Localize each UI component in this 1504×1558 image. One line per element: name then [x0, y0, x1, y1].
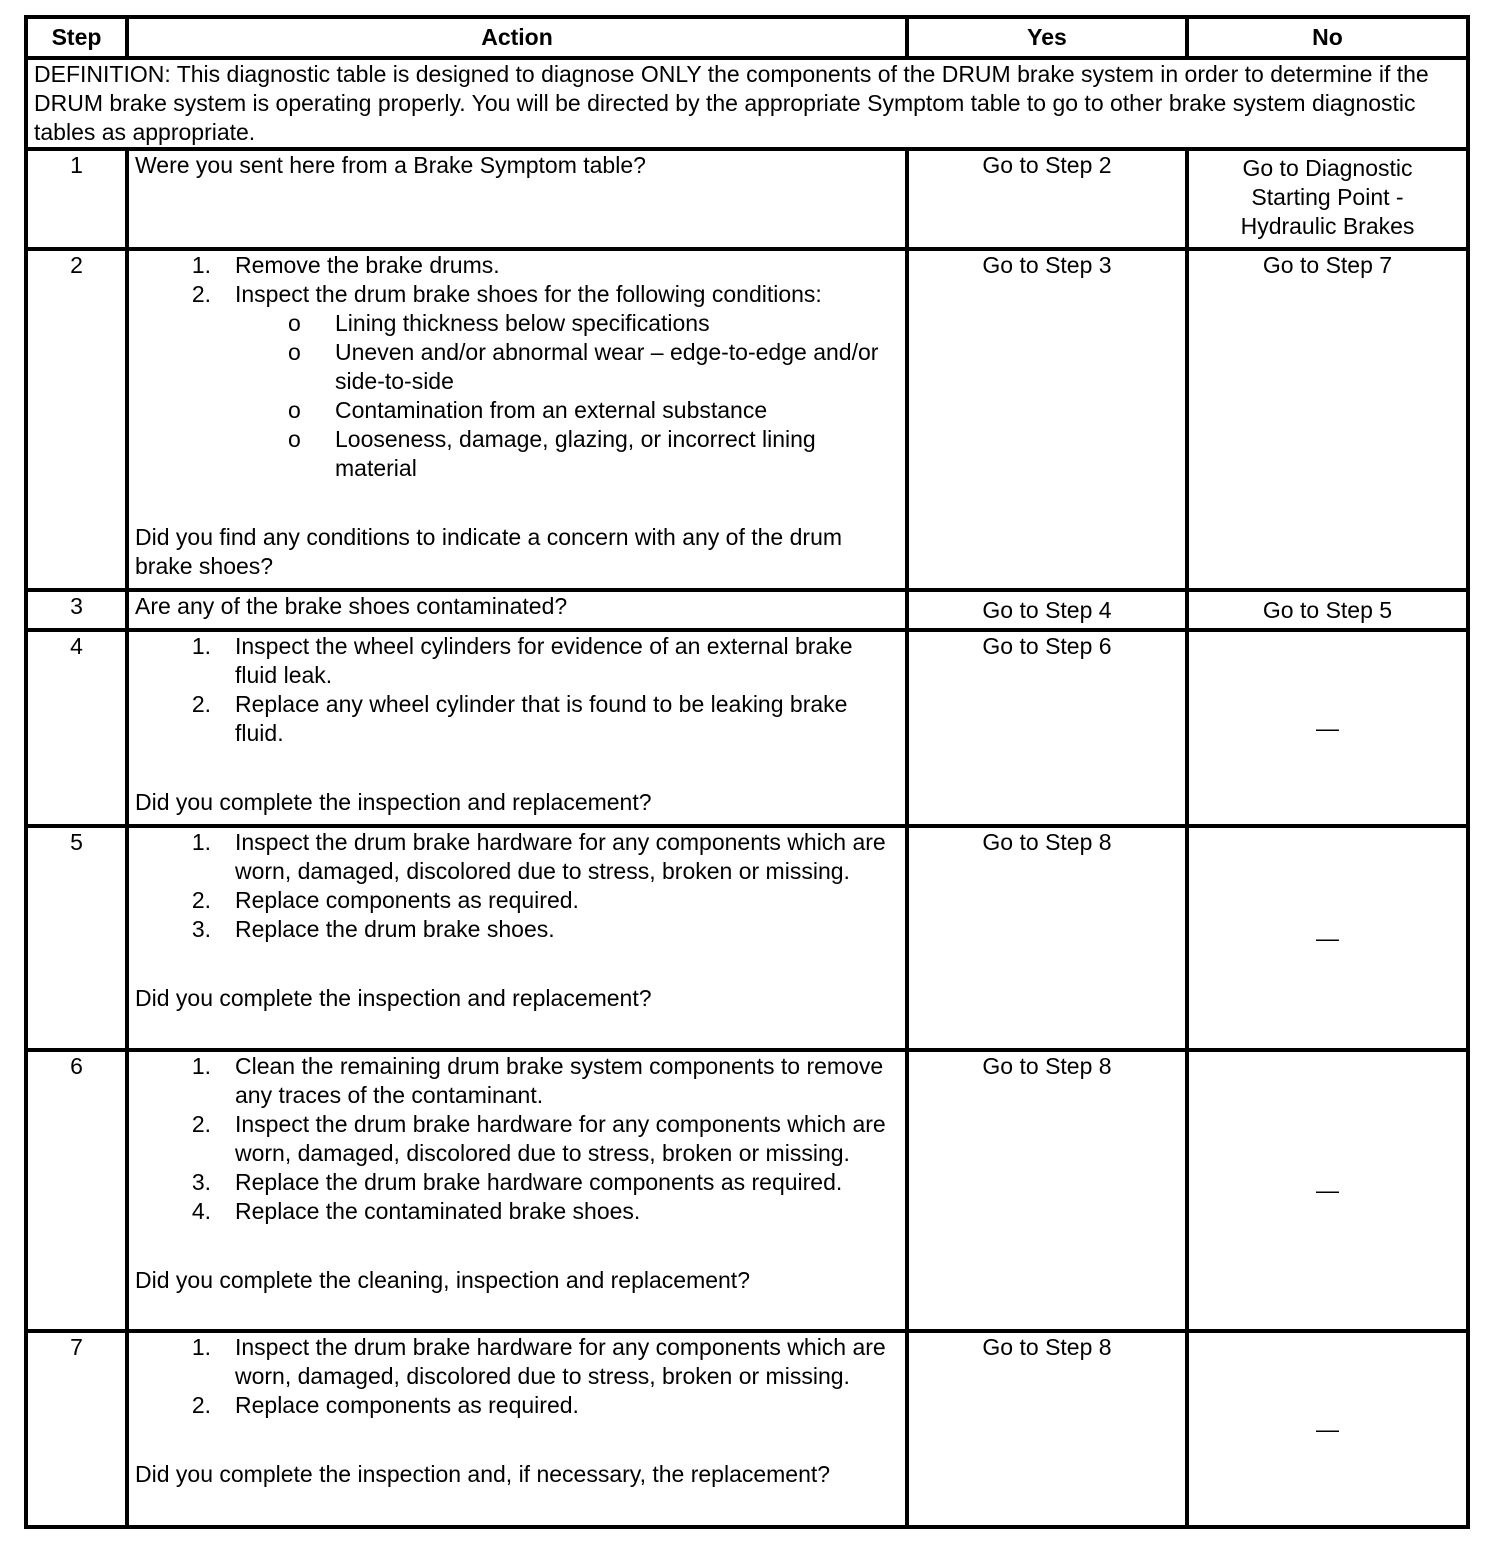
- question-text: Did you complete the inspection and replacement?: [135, 789, 652, 815]
- step-number: 2: [26, 249, 127, 590]
- item-text: Replace the contaminated brake shoes.: [235, 1198, 641, 1224]
- step-number: 7: [26, 1331, 127, 1527]
- table-row: [26, 1050, 1468, 1331]
- yes-cell: Go to Step 4: [907, 590, 1187, 630]
- no-cell: [1187, 149, 1468, 249]
- item-text: Replace components as required.: [235, 887, 579, 913]
- question-text: Were you sent here from a Brake Symptom table?: [135, 152, 646, 178]
- list-item: [135, 828, 899, 886]
- table-row: [26, 1331, 1468, 1527]
- item-text: Remove the brake drums.: [235, 252, 500, 278]
- question-text: Did you complete the cleaning, inspection and replacement?: [135, 1267, 750, 1293]
- item-number: 3.: [191, 916, 211, 942]
- item-text: Clean the remaining drum brake system components to remove any traces of the contaminant.: [235, 1053, 884, 1108]
- table-row: [26, 590, 1468, 630]
- condition-item: [235, 425, 899, 483]
- table-row: [26, 630, 1468, 826]
- action-cell: [127, 590, 907, 630]
- yes-cell: Go to Step 6: [907, 630, 1187, 826]
- list-item: [135, 1197, 899, 1226]
- item-number: 1.: [191, 1053, 211, 1079]
- action-cell: [127, 826, 907, 1050]
- header-no: No: [1187, 17, 1468, 58]
- no-cell: —: [1187, 1331, 1468, 1527]
- condition-item: [235, 309, 899, 338]
- condition-text: Looseness, damage, glazing, or incorrect lining material: [335, 426, 816, 481]
- item-text: Inspect the drum brake hardware for any components which are worn, damaged, discolored due to stress, broken or missing.: [235, 829, 886, 884]
- list-item: [135, 280, 899, 483]
- action-list: [135, 1333, 899, 1420]
- bullet-icon: o: [288, 310, 301, 336]
- item-text: Inspect the drum brake hardware for any components which are worn, damaged, discolored due to stress, broken or missing.: [235, 1111, 886, 1166]
- action-list: [135, 251, 899, 483]
- header-action: Action: [127, 17, 907, 58]
- list-item: [135, 690, 899, 748]
- no-line: Hydraulic Brakes: [1240, 213, 1415, 239]
- item-text: Inspect the drum brake shoes for the following conditions:: [235, 281, 822, 307]
- list-item: [135, 632, 899, 690]
- item-text: Replace any wheel cylinder that is found to be leaking brake fluid.: [235, 691, 848, 746]
- table-row: [26, 149, 1468, 249]
- item-number: 3.: [191, 1169, 211, 1195]
- definition-text: DEFINITION: This diagnostic table is designed to diagnose ONLY the components of the DRUM brake system in order to determine if the DRUM brake system is operating properly. You will be directed by the appropriate Symptom table to go to other brake system diagnostic tables as appropriate.: [26, 58, 1468, 149]
- yes-cell: Go to Step 2: [907, 149, 1187, 249]
- header-step: Step: [26, 17, 127, 58]
- yes-cell: Go to Step 8: [907, 826, 1187, 1050]
- action-cell: [127, 249, 907, 590]
- yes-cell: Go to Step 8: [907, 1331, 1187, 1527]
- condition-text: Lining thickness below specifications: [335, 310, 710, 336]
- item-number: 1.: [191, 1334, 211, 1360]
- table-row: [26, 249, 1468, 590]
- question-text: Did you find any conditions to indicate a concern with any of the drum brake shoes?: [135, 524, 843, 579]
- item-text: Replace the drum brake shoes.: [235, 916, 555, 942]
- list-item: [135, 886, 899, 915]
- action-cell: [127, 1331, 907, 1527]
- item-number: 2.: [191, 887, 211, 913]
- list-item: [135, 251, 899, 280]
- step-number: 4: [26, 630, 127, 826]
- action-list: [135, 828, 899, 944]
- list-item: [135, 915, 899, 944]
- action-cell: [127, 630, 907, 826]
- header-yes: Yes: [907, 17, 1187, 58]
- action-cell: [127, 1050, 907, 1331]
- step-number: 6: [26, 1050, 127, 1331]
- list-item: [135, 1052, 899, 1110]
- condition-item: [235, 396, 899, 425]
- step-number: 1: [26, 149, 127, 249]
- list-item: [135, 1168, 899, 1197]
- bullet-icon: o: [288, 397, 301, 423]
- item-text: Replace the drum brake hardware components as required.: [235, 1169, 843, 1195]
- item-number: 1.: [191, 633, 211, 659]
- yes-cell: Go to Step 8: [907, 1050, 1187, 1331]
- item-number: 4.: [191, 1198, 211, 1224]
- item-number: 1.: [191, 829, 211, 855]
- condition-text: Uneven and/or abnormal wear – edge-to-edge and/or side-to-side: [335, 339, 879, 394]
- question-text: Are any of the brake shoes contaminated?: [135, 593, 568, 619]
- list-item: [135, 1391, 899, 1420]
- action-list: [135, 1052, 899, 1226]
- item-number: 2.: [191, 281, 211, 307]
- action-cell: [127, 149, 907, 249]
- step-number: 3: [26, 590, 127, 630]
- question-text: Did you complete the inspection and replacement?: [135, 985, 652, 1011]
- definition-row: [26, 58, 1468, 149]
- no-cell: Go to Step 7: [1187, 249, 1468, 590]
- condition-list: [235, 309, 899, 483]
- action-list: [135, 632, 899, 748]
- no-cell: Go to Step 5: [1187, 590, 1468, 630]
- header-row: [26, 17, 1468, 58]
- yes-cell: Go to Step 3: [907, 249, 1187, 590]
- no-cell: —: [1187, 1050, 1468, 1331]
- item-number: 2.: [191, 691, 211, 717]
- condition-item: [235, 338, 899, 396]
- no-line: Starting Point -: [1251, 184, 1404, 210]
- item-number: 2.: [191, 1111, 211, 1137]
- no-cell: —: [1187, 630, 1468, 826]
- item-text: Inspect the drum brake hardware for any components which are worn, damaged, discolored due to stress, broken or missing.: [235, 1334, 886, 1389]
- bullet-icon: o: [288, 339, 301, 365]
- no-cell: —: [1187, 826, 1468, 1050]
- item-text: Inspect the wheel cylinders for evidence of an external brake fluid leak.: [235, 633, 853, 688]
- diagnostic-table: [24, 15, 1470, 1529]
- list-item: [135, 1333, 899, 1391]
- item-number: 2.: [191, 1392, 211, 1418]
- question-text: Did you complete the inspection and, if necessary, the replacement?: [135, 1461, 831, 1487]
- bullet-icon: o: [288, 426, 301, 452]
- step-number: 5: [26, 826, 127, 1050]
- item-number: 1.: [191, 252, 211, 278]
- no-line: Go to Diagnostic: [1242, 155, 1413, 181]
- condition-text: Contamination from an external substance: [335, 397, 768, 423]
- table-row: [26, 826, 1468, 1050]
- item-text: Replace components as required.: [235, 1392, 579, 1418]
- list-item: [135, 1110, 899, 1168]
